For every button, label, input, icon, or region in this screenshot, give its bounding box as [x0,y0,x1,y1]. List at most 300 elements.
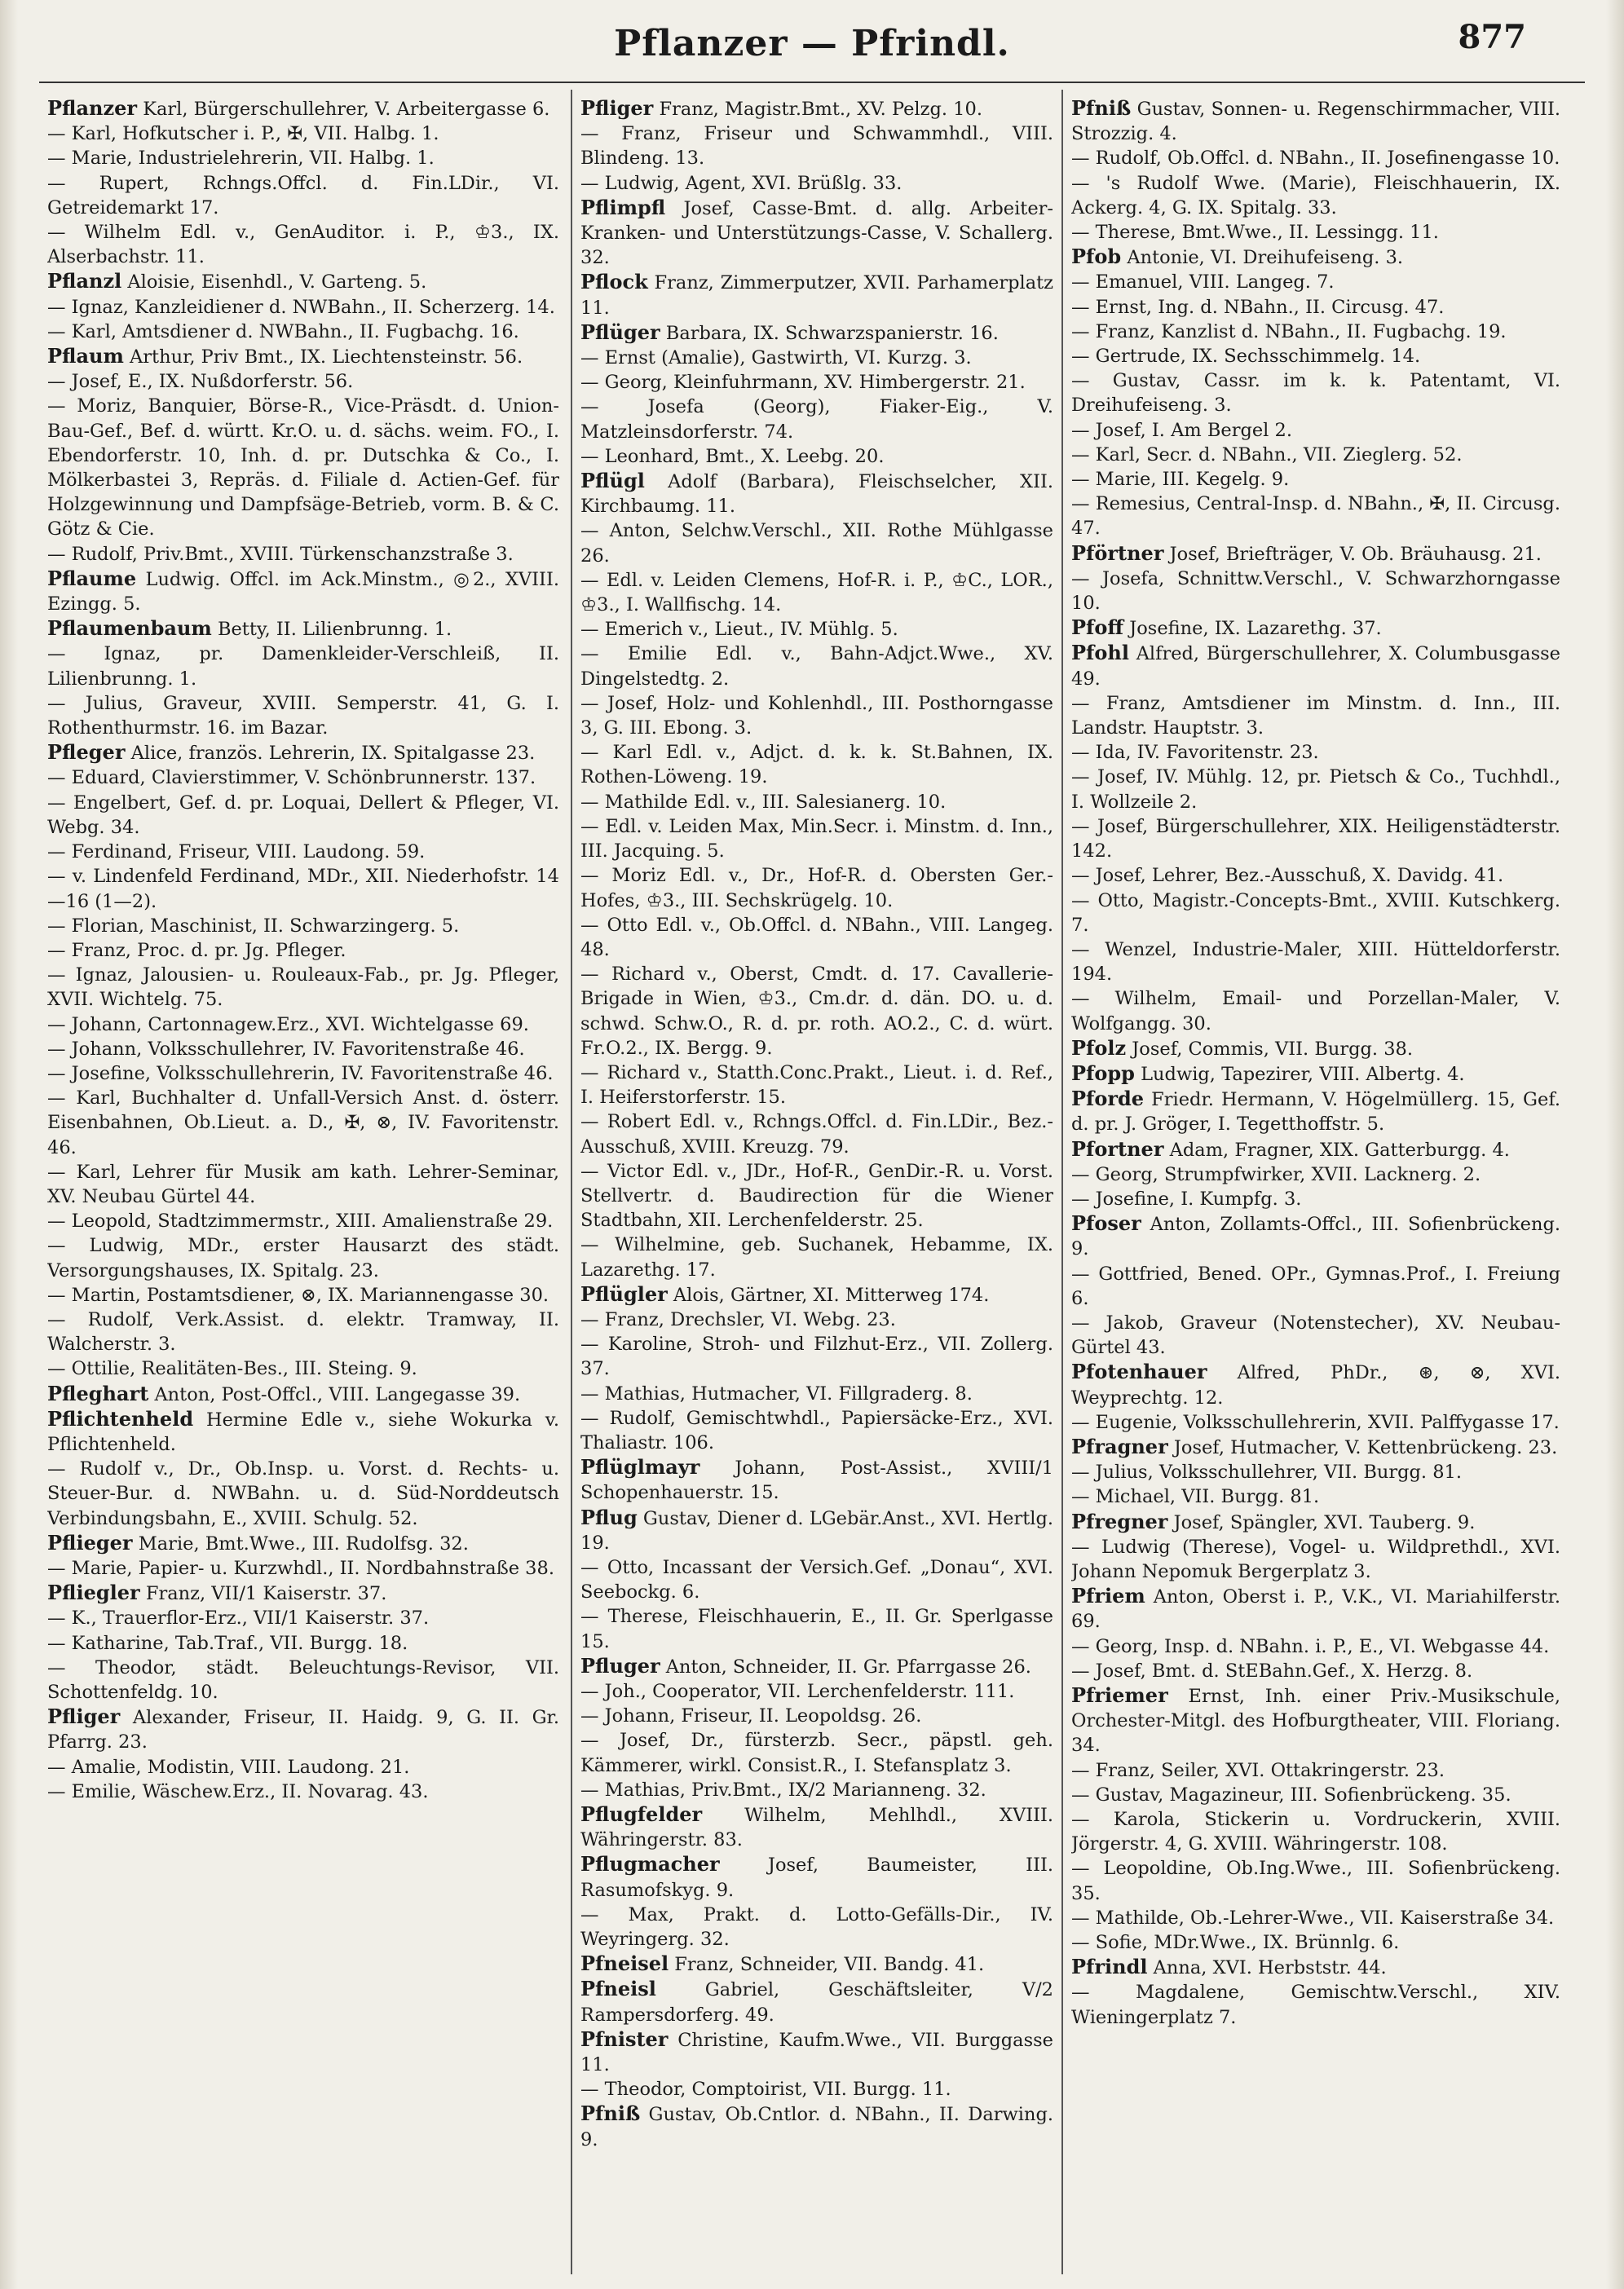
directory-entry [1071,1906,1560,1930]
directory-entry [47,1631,559,1656]
entry-headword: Pflugmacher [580,1852,720,1877]
entry-text: Josefine, IX. Lazarethg. 37. [1129,618,1382,640]
entry-text: — Amalie, Modistin, VIII. Laudong. 21. [47,1756,410,1778]
entry-text: — Franz, Seiler, XVI. Ottakringerstr. 23. [1071,1759,1445,1781]
entry-text: — Edl. v. Leiden Clemens, Hof-R. i. P., ♔C., LOR., ♔3., I. Wallfischg. 14. [580,569,1053,616]
directory-entry [47,171,559,220]
directory-entry [1071,1955,1560,1980]
directory-entry [1071,1460,1560,1484]
directory-entry [580,2077,1053,2102]
directory-entry [47,269,559,294]
directory-entry [1071,1807,1560,1856]
entry-text: — Engelbert, Gef. d. pr. Loquai, Dellert & Pfleger, VI. Webg. 34. [47,792,559,838]
entry-text: Ernst, Inh. einer Priv.-Musikschule, Orchester-Mitgl. des Hofburgtheater, VIII. Floriang. 34. [1071,1686,1560,1757]
directory-entry [1071,541,1560,567]
directory-entry [1071,1211,1560,1261]
entry-text: Anna, XVI. Herbststr. 44. [1153,1957,1387,1979]
directory-entry [47,121,559,146]
directory-entry [580,790,1053,814]
directory-entry [580,469,1053,518]
directory-entry [1071,765,1560,814]
directory-entry [580,1061,1053,1109]
entry-text: — Marie, Industrielehrerin, VII. Halbg. 1. [47,148,435,170]
entry-text: — Josef, Bürgerschullehrer, XIX. Heiligenstädterstr. 142. [1071,815,1560,862]
directory-entry [1071,295,1560,320]
entry-text: — Mathias, Priv.Bmt., IX/2 Marianneng. 32. [580,1779,986,1801]
entry-text: Josef, Spängler, XVI. Tauberg. 9. [1173,1511,1476,1533]
entry-text: — Theodor, städt. Beleuchtungs-Revisor, VII. Schottenfeldg. 10. [47,1656,559,1703]
entry-text: Josef, Casse-Bmt. d. allg. Arbeiter-Kranken- und Unterstützungs-Casse, V. Schallerg. 32. [580,197,1053,269]
entry-text: Christine, Kaufm.Wwe., VII. Burggasse 11. [580,2029,1053,2076]
entry-text: — Rudolf, Ob.Offcl. d. NBahn., II. Josefinengasse 10. [1071,148,1560,170]
directory-entry [580,1679,1053,1704]
directory-entry [1071,1162,1560,1187]
entry-headword: Pfragner [1071,1434,1168,1458]
entry-text: — Edl. v. Leiden Max, Min.Secr. i. Minstm. d. Inn., III. Jacquing. 5. [580,815,1053,862]
directory-entry [580,691,1053,740]
directory-entry [47,1037,559,1061]
entry-text: — Robert Edl. v., Rchngs.Offcl. d. Fin.LDir., Bez.-Ausschuß, XVIII. Kreuzg. 79. [580,1111,1053,1158]
entry-text: Aloisie, Eisenhdl., V. Garteng. 5. [127,271,427,293]
directory-entry [580,1852,1053,1902]
directory-entry [580,370,1053,395]
entry-text: — Ida, IV. Favoritenstr. 23. [1071,742,1319,764]
directory-entry [1071,1783,1560,1807]
entry-text: — Richard v., Oberst, Cmdt. d. 17. Cavallerie-Brigade in Wien, ♔3., Cm.dr. d. dän. DO. u. d. schwd. Schw.O., R. d. pr. roth. AO.2., C. d. würt. Fr.O.2., IX. Bergg. 9. [580,964,1053,1059]
entry-text: Marie, Bmt.Wwe., III. Rudolfsg. 32. [138,1533,469,1555]
directory-entry [47,1308,559,1356]
entry-text: — Otto, Incassant der Versich.Gef. „Donau“, XVI. Seebockg. 6. [580,1556,1053,1603]
directory-entry [1071,863,1560,888]
directory-entry [1071,1262,1560,1311]
directory-entry [1071,467,1560,492]
entry-text: Franz, Zimmerputzer, XVII. Parhamerplatz 11. [580,272,1053,319]
directory-entry [47,1061,559,1086]
column-3 [1071,96,1560,2273]
entry-text: — Leopold, Stadtzimmermstr., XIII. Amalienstraße 29. [47,1211,554,1233]
entry-text: — Karl, Hofkutscher i. P., ✠, VII. Halbg. 1. [47,123,439,145]
directory-entry [1071,1510,1560,1535]
entry-text: — Franz, Amtsdiener im Minstm. d. Inn., III. Landstr. Hauptstr. 3. [1071,692,1560,739]
directory-entry [1071,492,1560,540]
entry-text: Josef, Commis, VII. Burgg. 38. [1132,1038,1414,1060]
directory-entry [47,616,559,642]
entry-text: — Martin, Postamtsdiener, ⊗, IX. Mariannengasse 30. [47,1284,549,1306]
entry-text: — Wilhelmine, geb. Suchanek, Hebamme, IX. Lazarethg. 17. [580,1234,1053,1281]
entry-text: — Rudolf, Gemischtwhdl., Papiersäcke-Erz., XVI. Thaliastr. 106. [580,1407,1053,1453]
directory-entry [47,1606,559,1630]
directory-entry [1071,1036,1560,1061]
directory-entry [47,344,559,369]
directory-entry [47,642,559,690]
directory-entry [1071,1980,1560,2029]
directory-entry [1071,171,1560,220]
directory-entry [47,914,559,938]
entry-headword: Pfoser [1071,1211,1141,1236]
entry-text: — Leopoldine, Ob.Ing.Wwe., III. Sofienbrückeng. 35. [1071,1858,1560,1904]
directory-entry [580,518,1053,567]
directory-entry [1071,1930,1560,1955]
entry-text: — 's Rudolf Wwe. (Marie), Fleischhauerin, IX. Ackerg. 4, G. IX. Spitalg. 33. [1071,172,1560,218]
column-1 [47,96,559,2273]
scan-edge-left [0,0,18,2289]
directory-entry [1071,615,1560,641]
entry-text: Anton, Post-Offcl., VIII. Langegasse 39. [154,1383,521,1405]
directory-entry [1071,691,1560,740]
entry-headword: Pflaumenbaum [47,616,212,641]
entry-text: Alice, französ. Lehrerin, IX. Spitalgasse 23. [130,743,536,765]
entry-headword: Pflugfelder [580,1802,703,1827]
directory-entry [47,1656,559,1705]
entry-text: Arthur, Priv Bmt., IX. Liechtensteinstr. 56. [130,346,523,368]
entry-headword: Pflügl [580,469,645,493]
directory-entry [1071,1856,1560,1905]
entry-text: — Mathilde Edl. v., III. Salesianerg. 10. [580,791,947,813]
directory-entry [580,740,1053,789]
directory-entry [47,1780,559,1804]
entry-text: — Rudolf, Priv.Bmt., XVIII. Türkenschanzstraße 3. [47,543,514,565]
header-rule [39,82,1585,83]
entry-text: — Ignaz, Jalousien- u. Rouleaux-Fab., pr. Jg. Pfleger, XVII. Wichtelg. 75. [47,964,559,1011]
directory-entry [580,642,1053,690]
entry-headword: Pfriem [1071,1584,1145,1608]
directory-entry [1071,1360,1560,1409]
entry-text: — Sofie, MDr.Wwe., IX. Brünnlg. 6. [1071,1932,1400,1954]
entry-text: — Emilie, Wäschew.Erz., II. Novarag. 43. [47,1780,429,1802]
directory-entry [580,444,1053,469]
directory-entry [1071,344,1560,368]
entry-text: — Karl, Amtsdiener d. NWBahn., II. Fugbachg. 16. [47,320,519,342]
directory-entry [1071,740,1560,765]
entry-headword: Pflanzl [47,269,122,293]
directory-entry [47,1209,559,1233]
entry-text: Gabriel, Geschäftsleiter, V/2 Rampersdorferg. 49. [580,1979,1053,2026]
directory-entry [47,394,559,541]
directory-entry [580,1903,1053,1952]
entry-text: — Karola, Stickerin u. Vordruckerin, XVIII. Jörgerstr. 4, G. XVIII. Währingerstr. 108. [1071,1809,1560,1855]
directory-entry [580,617,1053,642]
directory-entry [47,1012,559,1037]
directory-entry [47,938,559,963]
directory-entry [47,1086,559,1160]
entry-headword: Pflimpfl [580,195,666,219]
directory-entry [1071,1683,1560,1758]
directory-entry [1071,1311,1560,1360]
entry-headword: Pfob [1071,245,1122,269]
directory-entry [47,864,559,913]
entry-headword: Pfohl [1071,641,1129,665]
entry-text: — Theodor, Comptoirist, VII. Burgg. 11. [580,2079,951,2101]
directory-entry [580,1604,1053,1653]
entry-text: — Johann, Cartonnagew.Erz., XVI. Wichtelgasse 69. [47,1013,529,1035]
entry-text: — Florian, Maschinist, II. Schwarzingerg. 5. [47,915,460,937]
entry-text: — Josef, E., IX. Nußdorferstr. 56. [47,371,354,393]
entry-text: — Josefa, Schnittw.Verschl., V. Schwarzhorngasse 10. [1071,567,1560,615]
entry-text: — Ottilie, Realitäten-Bes., III. Steing. 9. [47,1358,417,1380]
directory-entry [580,2102,1053,2151]
entry-text: Friedr. Hermann, V. Högelmüllerg. 15, Gef. d. pr. J. Gröger, I. Tegetthoffstr. 5. [1071,1089,1560,1136]
entry-text: — Richard v., Statth.Conc.Prakt., Lieut. i. d. Ref., I. Heiferstorferstr. 15. [580,1061,1053,1109]
entry-text: — Therese, Bmt.Wwe., II. Lessingg. 11. [1071,222,1439,244]
directory-entry [47,295,559,320]
directory-entry [580,1654,1053,1679]
entry-text: — Moriz Edl. v., Dr., Hof-R. d. Obersten Ger.-Hofes, ♔3., III. Sechskrügelg. 10. [580,865,1053,911]
entry-text: — Wilhelm Edl. v., GenAuditor. i. P., ♔3., IX. Alserbachstr. 11. [47,222,559,268]
entry-headword: Pfliger [47,1705,121,1729]
directory-entry [1071,1435,1560,1460]
directory-entry [580,1233,1053,1281]
page-title: Pflanzer — Pfrindl. [614,23,1010,64]
entry-text: — Franz, Friseur und Schwammhdl., VIII. Blindeng. 13. [580,123,1053,170]
directory-entry [1071,567,1560,615]
directory-entry [47,1233,559,1282]
entry-text: — Ferdinand, Friseur, VIII. Laudong. 59. [47,841,426,863]
entry-headword: Pfotenhauer [1071,1360,1207,1384]
entry-text: — Joh., Cooperator, VII. Lerchenfelderstr. 111. [580,1681,1015,1702]
directory-entry [47,96,559,121]
entry-text: — Wenzel, Industrie-Maler, XIII. Hütteldorferstr. 194. [1071,938,1560,986]
entry-text: — Leonhard, Bmt., X. Leebg. 20. [580,445,885,467]
directory-entry [580,568,1053,617]
directory-entry [580,863,1053,912]
directory-entry [47,1531,559,1556]
directory-entry [1071,1659,1560,1683]
entry-text: Alexander, Friseur, II. Haidg. 9, G. II. Gr. Pfarrg. 23. [47,1707,559,1753]
entry-text: — Gustav, Cassr. im k. k. Patentamt, VI. Dreihufeiseng. 3. [1071,370,1560,417]
entry-text: — Franz, Drechsler, VI. Webg. 23. [580,1308,896,1330]
directory-entry [47,1755,559,1780]
entry-headword: Pflügler [580,1281,668,1306]
entry-text: — Johann, Friseur, II. Leopoldsg. 26. [580,1705,922,1727]
entry-text: Franz, Schneider, VII. Bandg. 41. [674,1954,985,1976]
directory-entry [1071,443,1560,467]
entry-text: — Josef, Holz- und Kohlenhdl., III. Posthorngasse 3, G. III. Ebong. 3. [580,692,1053,739]
entry-text: — Josef, I. Am Bergel 2. [1071,419,1292,441]
directory-entry [580,270,1053,320]
entry-text: — Johann, Volksschullehrer, IV. Favoritenstraße 46. [47,1038,525,1060]
entry-text: Josef, Briefträger, V. Ob. Bräuhausg. 21. [1169,543,1542,565]
entry-text: Gustav, Ob.Cntlor. d. NBahn., II. Darwing. 9. [580,2104,1053,2150]
directory-entry [1071,1061,1560,1087]
entry-text: — K., Trauerflor-Erz., VII/1 Kaiserstr. 37. [47,1608,430,1630]
entry-text: — Karl Edl. v., Adjct. d. k. k. St.Bahnen, IX. Rothen-Löweng. 19. [580,742,1053,788]
entry-text: — Franz, Proc. d. pr. Jg. Pfleger. [47,939,346,961]
directory-entry [47,1556,559,1581]
entry-headword: Pfneisel [580,1952,669,1976]
entry-text: — Karl, Secr. d. NBahn., VII. Zieglerg. 52. [1071,443,1463,465]
entry-text: — v. Lindenfeld Ferdinand, MDr., XII. Niederhofstr. 14—16 (1—2). [47,866,559,912]
directory-entry [1071,1087,1560,1136]
directory-entry [1071,1410,1560,1435]
directory-entry [580,1282,1053,1308]
directory-entry [580,1555,1053,1604]
directory-entry [580,1952,1053,1977]
directory-entry [1071,641,1560,690]
directory-entry [580,1382,1053,1406]
entry-text: Josef, Hutmacher, V. Kettenbrückeng. 23. [1173,1436,1558,1458]
entry-text: — Ludwig, Agent, XVI. Brüßlg. 33. [580,172,902,194]
directory-entry [1071,270,1560,294]
directory-entry [1071,814,1560,863]
entry-text: — Josef, IV. Mühlg. 12, pr. Pietsch & Co., Tuchhdl., I. Wollzeile 2. [1071,766,1560,813]
entry-text: — Josef, Lehrer, Bez.-Ausschuß, X. Davidg. 41. [1071,865,1504,887]
column-2 [580,96,1053,2273]
entry-text: — Ludwig, MDr., erster Hausarzt des städt. Versorgungshauses, IX. Spitalg. 23. [47,1235,559,1281]
entry-headword: Pflaume [47,566,137,590]
entry-text: Gustav, Diener d. LGebär.Anst., XVI. Hertlg. 19. [580,1507,1053,1554]
entry-text: Franz, Magistr.Bmt., XV. Pelzg. 10. [659,99,982,120]
directory-entry [47,567,559,616]
entry-headword: Pfleghart [47,1381,149,1405]
directory-entry [580,1704,1053,1728]
entry-text: — Karl, Buchhalter d. Unfall-Versich Anst. d. österr. Eisenbahnen, Ob.Lieut. a. D., ✠, ⊗, IV. Favoritenstr. 46. [47,1087,559,1158]
directory-entry [1071,1484,1560,1509]
directory-entry [580,1332,1053,1381]
entry-text: — Michael, VII. Burgg. 81. [1071,1486,1320,1508]
entry-text: Anton, Zollamts-Offcl., III. Sofienbrückeng. 9. [1071,1214,1560,1260]
entry-text: — Moriz, Banquier, Börse-R., Vice-Präsdt. d. Union-Bau-Gef., Bef. d. württ. Kr.O. u. d. sächs. weim. FO., I. Ebendorferstr. 10, Inh. d. pr. Dutschka & Co., I. Mölkerbastei 3, Repräs. d. Filiale d. Actien-Gef. für Holzgewinnung und Dampfsäge-Betrieb, vorm. B. & C. Götz & Cie. [47,395,559,540]
directory-entry [580,1159,1053,1233]
directory-entry [47,1382,559,1407]
entry-text: — Karl, Lehrer für Musik am kath. Lehrer-Seminar, XV. Neubau Gürtel 44. [47,1161,559,1207]
entry-text: — Emilie Edl. v., Bahn-Adjct.Wwe., XV. Dingelstedtg. 2. [580,643,1053,690]
directory-entry [580,1977,1053,2027]
directory-entry [580,96,1053,121]
directory-entry [47,1407,559,1457]
entry-text: Josef, Baumeister, III. Rasumofskyg. 9. [580,1855,1053,1901]
column-divider-2 [1061,90,1063,2274]
entry-text: — Gertrude, IX. Sechsschimmelg. 14. [1071,346,1421,368]
directory-entry [580,171,1053,196]
entry-text: — Josef, Dr., fürsterzb. Secr., päpstl. geh. Kämmerer, wirkl. Consist.R., I. Stefansplatz 3. [580,1730,1053,1776]
entry-text: — Georg, Insp. d. NBahn. i. P., E., VI. Webgasse 44. [1071,1635,1550,1657]
entry-headword: Pflock [580,270,648,294]
entry-headword: Pfortner [1071,1136,1164,1161]
entry-text: — Anton, Selchw.Verschl., XII. Rothe Mühlgasse 26. [580,520,1053,567]
entry-headword: Pfliegler [47,1581,140,1605]
entry-text: — Rupert, Rchngs.Offcl. d. Fin.LDir., VI. Getreidemarkt 17. [47,172,559,218]
entry-headword: Pfoff [1071,615,1124,640]
entry-headword: Pfliger [580,96,654,120]
entry-text: — Emanuel, VIII. Langeg. 7. [1071,271,1335,293]
directory-entry [47,963,559,1012]
entry-headword: Pflaum [47,344,124,368]
directory-entry [1071,418,1560,443]
directory-entry [47,791,559,840]
directory-entry [580,913,1053,962]
entry-text: — Ignaz, Kanzleidiener d. NWBahn., II. Scherzerg. 14. [47,296,555,318]
directory-entry [47,320,559,344]
entry-text: Hermine Edle v., siehe Wokurka v. Pflichtenheld. [47,1409,559,1455]
directory-entry [1071,1584,1560,1634]
directory-entry [47,542,559,567]
entry-text: — Josefa (Georg), Fiaker-Eig., V. Matzleinsdorferstr. 74. [580,396,1053,443]
directory-entry [580,1778,1053,1802]
directory-entry [1071,368,1560,417]
entry-text: — Max, Prakt. d. Lotto-Gefälls-Dir., IV. Weyringerg. 32. [580,1903,1053,1951]
entry-text: — Georg, Kleinfuhrmann, XV. Himbergerstr. 21. [580,372,1026,394]
directory-entry [580,2027,1053,2077]
entry-text: — Julius, Graveur, XVIII. Semperstr. 41, G. I. Rothenthurmstr. 16. im Bazar. [47,692,559,739]
entry-text: — Karoline, Stroh- und Filzhut-Erz., VII. Zollerg. 37. [580,1334,1053,1380]
entry-text: Adam, Fragner, XIX. Gatterburgg. 4. [1169,1139,1510,1161]
directory-entry [580,320,1053,346]
directory-entry [580,1802,1053,1852]
entry-text: Anton, Schneider, II. Gr. Pfarrgasse 26. [665,1656,1031,1678]
directory-entry [47,691,559,740]
directory-entry [1071,1634,1560,1659]
entry-text: — Ignaz, pr. Damenkleider-Verschleiß, II. Lilienbrunng. 1. [47,643,559,690]
entry-text: — Otto Edl. v., Ob.Offcl. d. NBahn., VIII. Langeg. 48. [580,914,1053,960]
entry-text: — Julius, Volksschullehrer, VII. Burgg. 81. [1071,1462,1462,1484]
entry-text: — Magdalene, Gemischtw.Verschl., XIV. Wieningerplatz 7. [1071,1982,1560,2028]
entry-text: Karl, Bürgerschullehrer, V. Arbeitergasse 6. [143,99,550,120]
directory-entry [1071,220,1560,245]
entry-text: — Remesius, Central-Insp. d. NBahn., ✠, II. Circusg. 47. [1071,493,1560,540]
directory-entry [580,346,1053,370]
entry-text: Alfred, PhDr., ⊛, ⊗, XVI. Weyprechtg. 12. [1071,1362,1560,1409]
entry-headword: Pflüger [580,320,660,344]
directory-entry [1071,146,1560,170]
entry-headword: Pförtner [1071,540,1164,565]
directory-entry [47,1283,559,1308]
entry-text: — Ernst (Amalie), Gastwirth, VI. Kurzg. 3. [580,347,972,369]
entry-text: — Josef, Bmt. d. StEBahn.Gef., X. Herzg. 8. [1071,1660,1473,1682]
entry-text: Gustav, Sonnen- u. Regenschirmmacher, VIII. Strozzig. 4. [1071,99,1560,145]
entry-text: — Josefine, I. Kumpfg. 3. [1071,1188,1302,1210]
directory-entry [47,369,559,394]
entry-text: Ludwig, Tapezirer, VIII. Albertg. 4. [1141,1063,1465,1085]
entry-text: Alois, Gärtner, XI. Mitterweg 174. [673,1284,990,1306]
directory-entry [1071,889,1560,937]
directory-entry [580,814,1053,863]
entry-text: — Ludwig (Therese), Vogel- u. Wildprethdl., XVI. Johann Nepomuk Bergerplatz 3. [1071,1536,1560,1582]
entry-text: — Rudolf, Verk.Assist. d. elektr. Tramway, II. Walcherstr. 3. [47,1308,559,1356]
directory-entry [47,146,559,170]
entry-text: — Ernst, Ing. d. NBahn., II. Circusg. 47. [1071,296,1445,318]
directory-entry [580,962,1053,1061]
directory-entry [580,1506,1053,1555]
directory-entry [1071,937,1560,986]
directory-entry [1071,986,1560,1035]
directory-entry [47,1581,559,1606]
directory-entry [580,1109,1053,1158]
entry-headword: Pfnister [580,2027,669,2051]
directory-entry [1071,1137,1560,1162]
directory-entry [47,1160,559,1209]
entry-headword: Pfregner [1071,1509,1168,1533]
entry-text: Ludwig. Offcl. im Ack.Minstm., ◎2., XVIII. Ezingg. 5. [47,568,559,615]
entry-text: — Eugenie, Volksschullehrerin, XVII. Palffygasse 17. [1071,1411,1560,1433]
entry-text: — Gustav, Magazineur, III. Sofienbrückeng. 35. [1071,1784,1511,1806]
entry-headword: Pflieger [47,1530,133,1555]
entry-headword: Pfrindl [1071,1955,1148,1979]
column-divider-1 [571,90,572,2274]
directory-entry [1071,320,1560,344]
directory-entry [47,1457,559,1531]
directory-entry [580,1406,1053,1455]
entry-headword: Pfniß [1071,96,1132,120]
entry-text: — Jakob, Graveur (Notenstecher), XV. Neubau-Gürtel 43. [1071,1312,1560,1359]
directory-entry [1071,1535,1560,1584]
entry-headword: Pfneisl [580,1977,656,2001]
entry-headword: Pforde [1071,1087,1145,1111]
entry-text: — Eduard, Clavierstimmer, V. Schönbrunnerstr. 137. [47,767,536,789]
directory-entry [47,740,559,765]
entry-headword: Pfolz [1071,1035,1127,1060]
entry-headword: Pfniß [580,2102,641,2126]
directory-entry [1071,1187,1560,1211]
